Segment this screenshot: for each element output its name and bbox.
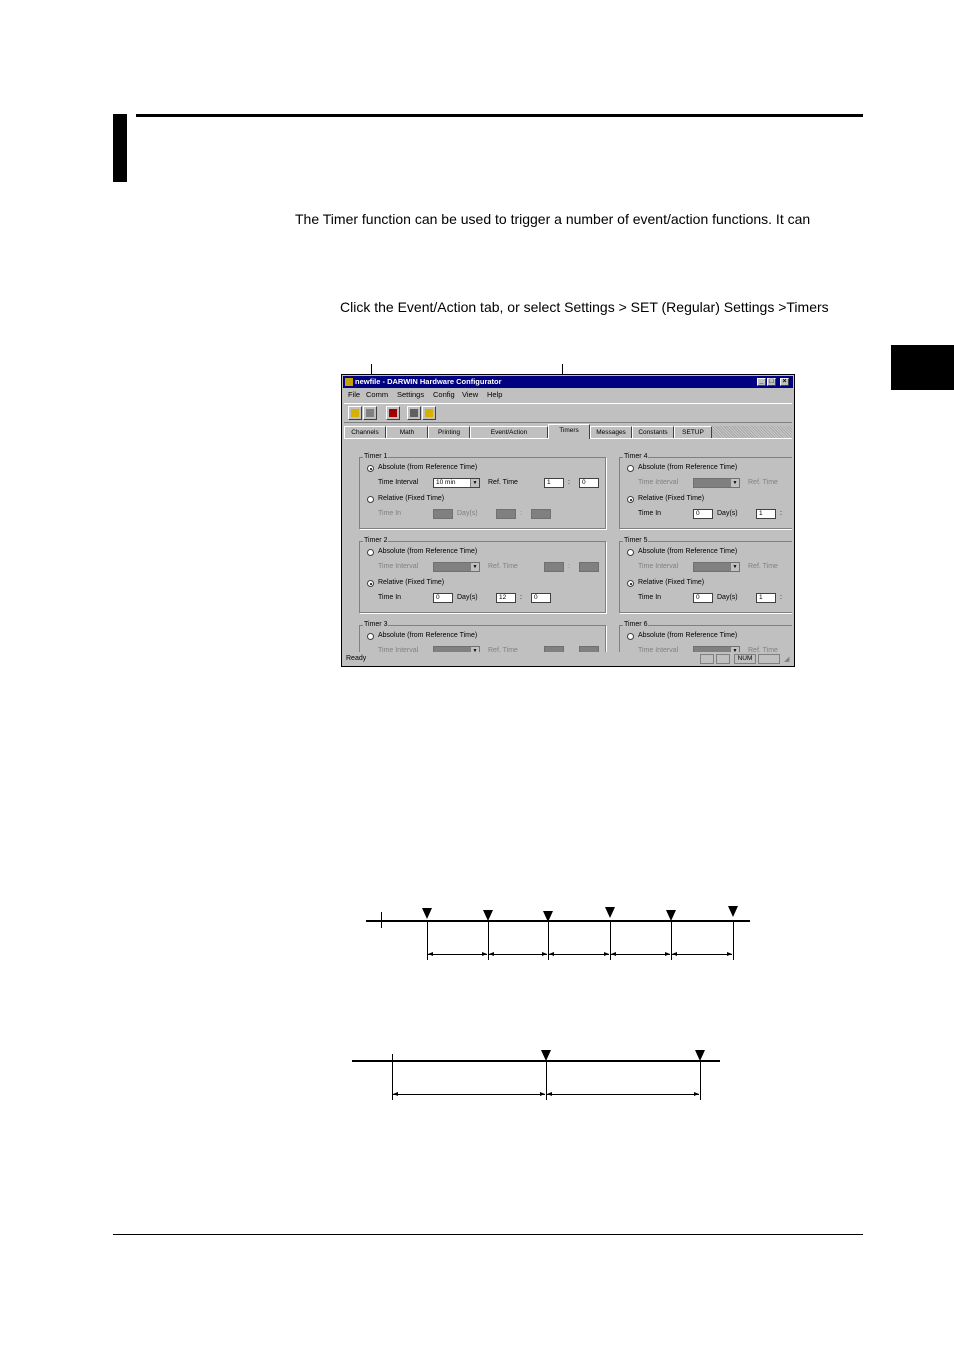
timer-5-days-field[interactable]: 0 — [693, 593, 713, 603]
timer-6-title: Timer 6 — [624, 621, 648, 628]
timer-5-interval-select[interactable]: ▼ — [693, 562, 740, 572]
app-icon — [345, 378, 353, 386]
timer-6-interval-select[interactable]: ▼ — [693, 646, 740, 652]
timer-1-relative-label: Relative (Fixed Time) — [378, 495, 445, 502]
timer-1-interval-select[interactable]: 10 min ▼ — [433, 478, 480, 488]
interval-arrow — [428, 954, 487, 955]
tab-strip — [344, 425, 792, 439]
timer-4-absolute-label: Absolute (from Reference Time) — [638, 464, 738, 471]
close-button[interactable]: × — [780, 378, 789, 386]
footer-rule — [113, 1234, 863, 1235]
tab-math[interactable]: Math — [386, 426, 428, 438]
menu-comm[interactable]: Comm — [366, 390, 389, 399]
resize-grip-icon[interactable]: ◢ — [784, 656, 790, 663]
timer-4-absolute-radio[interactable] — [627, 465, 634, 472]
heading-rule — [136, 114, 863, 117]
timer-5-absolute-label: Absolute (from Reference Time) — [638, 548, 738, 555]
timer-2-absolute-label: Absolute (from Reference Time) — [378, 548, 478, 555]
status-box-4 — [758, 654, 780, 664]
toolbar — [344, 403, 792, 423]
trigger-marker — [422, 908, 432, 919]
timer-2-hours-field[interactable]: 12 — [496, 593, 516, 603]
timer-5-relative-label: Relative (Fixed Time) — [638, 579, 705, 586]
maximize-button[interactable]: □ — [767, 378, 776, 386]
timer-1-ref-minute[interactable]: 0 — [579, 478, 599, 488]
timer-2-ref-minute[interactable] — [579, 562, 599, 572]
timer-4-relative-label: Relative (Fixed Time) — [638, 495, 705, 502]
timer-3-group — [359, 621, 606, 652]
timer-1-days-field[interactable] — [433, 509, 453, 519]
interval-tick — [733, 922, 734, 960]
timer-5-ref-label: Ref. Time — [748, 563, 778, 570]
timer-6-group — [619, 621, 792, 652]
tab-printing[interactable]: Printing — [428, 426, 470, 438]
status-text: Ready — [346, 655, 367, 662]
timer-1-absolute-label: Absolute (from Reference Time) — [378, 464, 478, 471]
timer-2-relative-radio[interactable] — [367, 580, 374, 587]
interval-arrow — [393, 1094, 545, 1095]
instruction-text: Click the Event/Action tab, or select Settings > SET (Regular) Settings >Timers — [340, 299, 829, 315]
timer-4-hours-field[interactable]: 1 — [756, 509, 776, 519]
tab-setup[interactable]: SETUP — [674, 426, 712, 438]
timer-2-interval-label: Time Interval — [378, 563, 419, 570]
timer-1-group: Timer 1 Absolute (from Reference Time) Time Interval 10 min ▼ Ref. Time 1 : 0 Relative (Fixed Time) Time In Day(s) : — [359, 457, 606, 529]
open-folder-icon[interactable] — [348, 406, 362, 420]
timer-1-hours-field[interactable] — [496, 509, 516, 519]
timer-4-interval-select[interactable]: ▼ — [693, 478, 740, 488]
timer-4-title: Timer 4 — [624, 453, 648, 460]
timer-2-days-field[interactable]: 0 — [433, 593, 453, 603]
trigger-marker — [728, 906, 738, 917]
status-box-1 — [700, 654, 714, 664]
timer-5-hours-field[interactable]: 1 — [756, 593, 776, 603]
trigger-marker — [605, 907, 615, 918]
status-num: NUM — [734, 654, 756, 664]
timer-3-absolute-label: Absolute (from Reference Time) — [378, 632, 478, 639]
intro-text: The Timer function can be used to trigger a number of event/action functions. It can — [295, 211, 811, 227]
timeline-start-tick — [381, 912, 382, 928]
timer-2-relative-label: Relative (Fixed Time) — [378, 579, 445, 586]
transfer-icon[interactable] — [386, 406, 400, 420]
tab-event-action[interactable]: Event/Action — [470, 426, 548, 438]
configurator-window — [341, 374, 795, 667]
timeline-axis — [352, 1060, 720, 1062]
timer-5-title: Timer 5 — [624, 537, 648, 544]
timer-1-relative-radio[interactable] — [367, 496, 374, 503]
timeline-axis — [366, 920, 750, 922]
title-bar — [343, 376, 793, 388]
timer-2-absolute-radio[interactable] — [367, 549, 374, 556]
timer-5-interval-label: Time Interval — [638, 563, 679, 570]
interval-arrow — [547, 1094, 699, 1095]
minimize-button[interactable]: _ — [757, 378, 766, 386]
timer-5-relative-radio[interactable] — [627, 580, 634, 587]
timer-3-ref-label: Ref. Time — [488, 647, 518, 652]
tab-timers[interactable]: Timers — [548, 424, 590, 439]
tab-strip-empty — [712, 426, 792, 438]
timer-5-group: Timer 5 Absolute (from Reference Time) Time Interval ▼ Ref. Time Relative (Fixed Time) Time In 0 Day(s) 1 : — [619, 541, 792, 613]
timer-4-group: Timer 4 Absolute (from Reference Time) Time Interval ▼ Ref. Time Relative (Fixed Time) Time In 0 Day(s) 1 : — [619, 457, 792, 529]
menu-file[interactable]: File — [348, 390, 361, 399]
timer-2-group: Timer 2 Absolute (from Reference Time) Time Interval ▼ Ref. Time : Relative (Fixed Time) Time In 0 Day(s) 12 : 0 — [359, 541, 606, 613]
timer-4-timein-label: Time In — [638, 510, 662, 517]
timer-5-timein-label: Time In — [638, 594, 662, 601]
timer-1-minutes-field[interactable] — [531, 509, 551, 519]
timer-3-ref-hour[interactable] — [544, 646, 564, 652]
timer-4-interval-label: Time Interval — [638, 479, 679, 486]
timers-panel — [344, 438, 792, 652]
timer-1-title: Timer 1 — [364, 453, 388, 460]
timer-2-days-label: Day(s) — [457, 594, 478, 601]
timer-1-interval-label: Time Interval — [378, 479, 419, 486]
timer-1-days-label: Day(s) — [457, 510, 478, 517]
interval-tick — [700, 1062, 701, 1100]
menu-help[interactable]: Help — [487, 390, 503, 399]
timer-2-title: Timer 2 — [364, 537, 388, 544]
tab-channels[interactable]: Channels — [344, 426, 386, 438]
timer-2-ref-label: Ref. Time — [488, 563, 518, 570]
timer-4-relative-radio[interactable] — [627, 496, 634, 503]
menu-view[interactable]: View — [462, 390, 479, 399]
chapter-tab — [891, 345, 954, 390]
window-title: newfile - DARWIN Hardware Configurator — [355, 377, 502, 386]
timer-4-ref-label: Ref. Time — [748, 479, 778, 486]
status-bar — [344, 653, 792, 665]
help-icon[interactable] — [422, 406, 436, 420]
trigger-marker — [543, 911, 553, 922]
status-box-2 — [716, 654, 730, 664]
timer-6-absolute-label: Absolute (from Reference Time) — [638, 632, 738, 639]
timer-2-ref-hour[interactable] — [544, 562, 564, 572]
save-disk-icon[interactable] — [363, 406, 377, 420]
timer-3-absolute-radio[interactable] — [367, 633, 374, 640]
trigger-marker — [666, 910, 676, 921]
trigger-marker — [541, 1050, 551, 1061]
interval-arrow — [549, 954, 609, 955]
timer-1-ref-hour[interactable]: 1 — [544, 478, 564, 488]
timer-3-interval-label: Time Interval — [378, 647, 419, 652]
timer-5-days-label: Day(s) — [717, 594, 738, 601]
timer-2-interval-select[interactable]: ▼ — [433, 562, 480, 572]
timer-5-absolute-radio[interactable] — [627, 549, 634, 556]
menu-config[interactable]: Config — [433, 390, 455, 399]
timer-1-absolute-radio[interactable] — [367, 465, 374, 472]
trigger-marker — [483, 910, 493, 921]
timer-3-title: Timer 3 — [364, 621, 388, 628]
timer-6-ref-label: Ref. Time — [748, 647, 778, 652]
tab-messages[interactable]: Messages — [590, 426, 632, 438]
timer-6-absolute-radio[interactable] — [627, 633, 634, 640]
timer-6-interval-label: Time Interval — [638, 647, 679, 652]
trigger-marker — [695, 1050, 705, 1061]
interval-arrow — [611, 954, 670, 955]
print-icon[interactable] — [407, 406, 421, 420]
heading-bar — [113, 114, 127, 182]
interval-arrow — [489, 954, 547, 955]
timer-4-days-field[interactable]: 0 — [693, 509, 713, 519]
menu-settings[interactable]: Settings — [397, 390, 425, 399]
timer-1-timein-label: Time In — [378, 510, 402, 517]
timer-2-timein-label: Time In — [378, 594, 402, 601]
timer-3-interval-select[interactable]: ▼ — [433, 646, 480, 652]
tab-constants[interactable]: Constants — [632, 426, 674, 438]
timer-2-minutes-field[interactable]: 0 — [531, 593, 551, 603]
interval-arrow — [672, 954, 732, 955]
timer-3-ref-minute[interactable] — [579, 646, 599, 652]
timer-1-ref-label: Ref. Time — [488, 479, 518, 486]
timer-4-days-label: Day(s) — [717, 510, 738, 517]
